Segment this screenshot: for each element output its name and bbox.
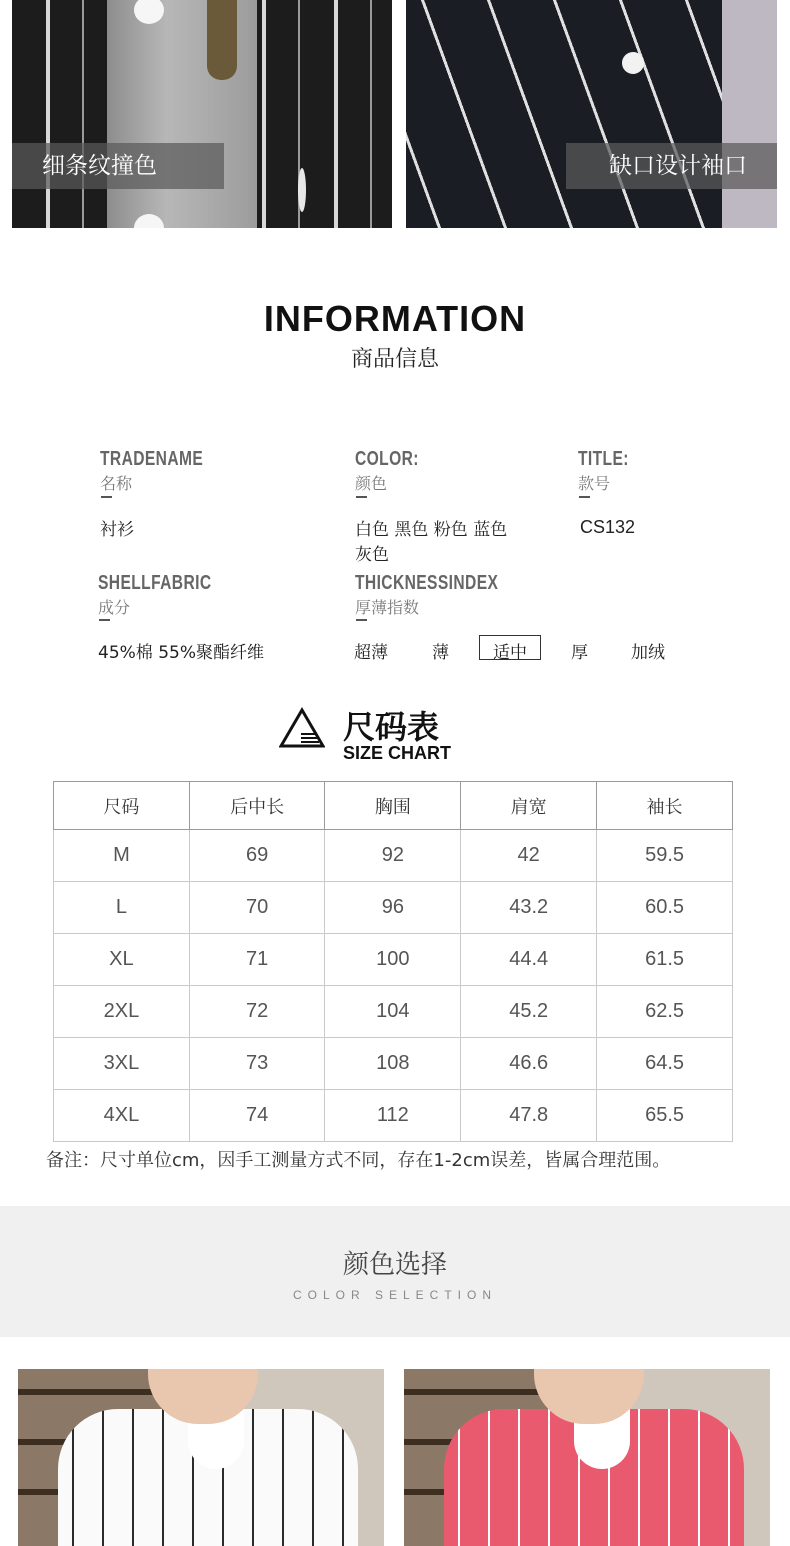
- table-cell: 72: [189, 986, 325, 1038]
- photo-caption-cuff: 缺口设计袖口: [566, 143, 777, 189]
- size-cell: L: [54, 882, 190, 934]
- column-header: 肩宽: [461, 782, 597, 830]
- table-cell: 100: [325, 934, 461, 986]
- table-cell: 42: [461, 830, 597, 882]
- ruler-triangle-icon: [279, 707, 325, 749]
- table-cell: 64.5: [597, 1038, 733, 1090]
- thickness-option: 加绒: [631, 643, 665, 663]
- table-cell: 74: [189, 1090, 325, 1142]
- table-row: [54, 882, 733, 934]
- style-label-en: TITLE:: [578, 448, 629, 470]
- table-cell: 43.2: [461, 882, 597, 934]
- table-cell: 47.8: [461, 1090, 597, 1142]
- table-cell: 65.5: [597, 1090, 733, 1142]
- divider-dash: [101, 496, 112, 498]
- color-label-cn: 颜色: [355, 474, 388, 493]
- table-row: [54, 1038, 733, 1090]
- table-cell: 59.5: [597, 830, 733, 882]
- style-label-cn: 款号: [578, 474, 611, 493]
- table-cell: 61.5: [597, 934, 733, 986]
- column-header: 尺码: [54, 782, 190, 830]
- table-cell: 45.2: [461, 986, 597, 1038]
- table-cell: 62.5: [597, 986, 733, 1038]
- style-value: CS132: [580, 517, 636, 537]
- column-header: 胸围: [325, 782, 461, 830]
- pendant-necklace: [207, 0, 237, 80]
- thickness-option: 超薄: [354, 643, 388, 663]
- thickness-label-en: THICKNESSINDEX: [355, 572, 499, 594]
- table-row: [54, 1090, 733, 1142]
- photo-caption-stripe: 细条纹撞色: [12, 143, 224, 189]
- trade-name-value: 衬衫: [100, 520, 134, 540]
- model-photo-pink-shirt: [404, 1369, 770, 1546]
- information-title: INFORMATION: [263, 298, 527, 339]
- cuff-button: [622, 52, 644, 74]
- divider-dash: [99, 619, 110, 621]
- size-note: 备注：尺寸单位cm，因手工测量方式不同，存在1-2cm误差，皆属合理范围。: [46, 1150, 671, 1171]
- table-row: [54, 830, 733, 882]
- table-row: [54, 934, 733, 986]
- thickness-option-selected: 适中: [493, 643, 527, 663]
- information-subtitle: 商品信息: [350, 347, 439, 372]
- table-cell: 70: [189, 882, 325, 934]
- color-label-en: COLOR:: [355, 448, 419, 470]
- size-table-header: [54, 782, 733, 830]
- trade-name-label-en: TRADENAME: [100, 448, 204, 470]
- thickness-label-cn: 厚薄指数: [355, 598, 420, 617]
- table-row: [54, 986, 733, 1038]
- background-wall: [722, 0, 777, 228]
- table-cell: 112: [325, 1090, 461, 1142]
- bookshelf: [18, 1389, 168, 1395]
- size-chart-title: 尺码表: [343, 708, 440, 746]
- color-value-line1: 白色 黑色 粉色 蓝色: [355, 520, 508, 540]
- table-cell: 69: [189, 830, 325, 882]
- thickness-option: 薄: [432, 643, 449, 663]
- size-cell: 2XL: [54, 986, 190, 1038]
- table-cell: 60.5: [597, 882, 733, 934]
- table-cell: 71: [189, 934, 325, 986]
- table-cell: 44.4: [461, 934, 597, 986]
- size-chart-subtitle: SIZE CHART: [343, 743, 451, 763]
- table-cell: 104: [325, 986, 461, 1038]
- divider-dash: [356, 496, 367, 498]
- table-cell: 96: [325, 882, 461, 934]
- color-selection-subtitle: COLOR SELECTION: [292, 1288, 498, 1302]
- size-table: [53, 781, 733, 1142]
- column-header: 袖长: [597, 782, 733, 830]
- table-cell: 108: [325, 1038, 461, 1090]
- color-selection-title: 颜色选择: [342, 1250, 447, 1280]
- size-cell: 3XL: [54, 1038, 190, 1090]
- fabric-label-cn: 成分: [98, 598, 131, 617]
- thickness-option: 厚: [571, 643, 588, 663]
- column-header: 后中长: [189, 782, 325, 830]
- detail-photo-cuff: [406, 0, 777, 228]
- trade-name-label-cn: 名称: [100, 474, 133, 493]
- bookshelf: [404, 1389, 554, 1395]
- color-value-line2: 灰色: [355, 545, 389, 565]
- model-photo-white-shirt: [18, 1369, 384, 1546]
- table-cell: 73: [189, 1038, 325, 1090]
- table-cell: 92: [325, 830, 461, 882]
- size-cell: 4XL: [54, 1090, 190, 1142]
- divider-dash: [579, 496, 590, 498]
- fabric-value: 45%棉 55%聚酯纤维: [98, 643, 264, 663]
- size-cell: XL: [54, 934, 190, 986]
- color-selection-banner: [0, 1206, 790, 1337]
- divider-dash: [356, 619, 367, 621]
- buttonhole: [298, 168, 306, 212]
- size-cell: M: [54, 830, 190, 882]
- detail-photo-stripe: [12, 0, 392, 228]
- table-cell: 46.6: [461, 1038, 597, 1090]
- fabric-label-en: SHELLFABRIC: [98, 572, 212, 594]
